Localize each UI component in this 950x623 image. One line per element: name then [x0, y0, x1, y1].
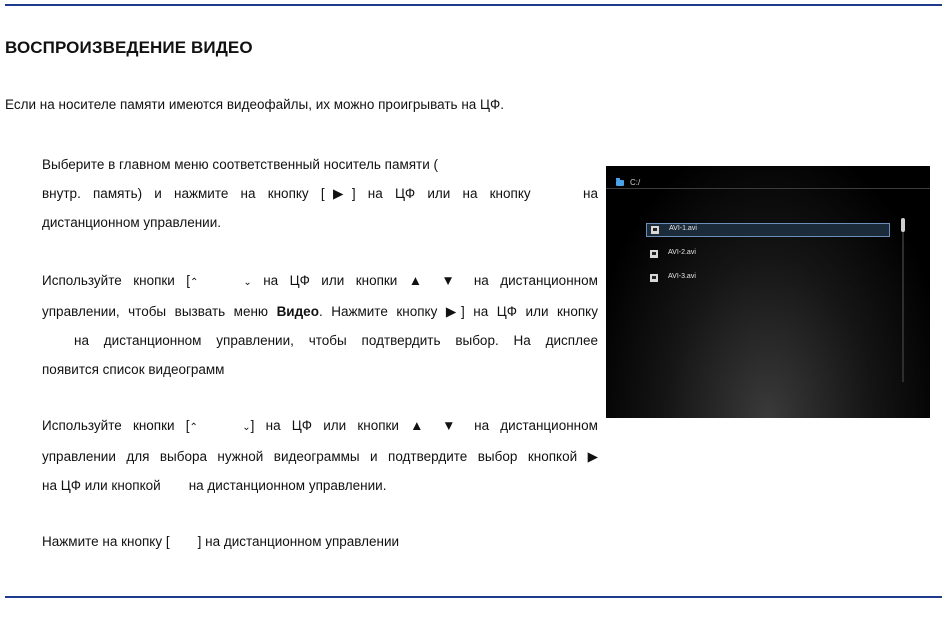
video-file-icon [650, 274, 658, 282]
triangle-down-icon: ▼ [441, 273, 463, 288]
step-2-paragraph [42, 266, 598, 384]
folder-icon [616, 180, 624, 186]
step-2-line-2: управлении, чтобы вызвать меню Видео. Нажмите кнопку ▶] на ЦФ или кнопку [42, 304, 598, 319]
screen-header [606, 166, 930, 189]
step-3-line-3: на ЦФ или кнопкой на дистанционном управлении. [42, 478, 387, 493]
video-file-icon [651, 226, 659, 234]
triangle-down-icon: ▼ [442, 418, 463, 433]
step-1-line-1: Выберите в главном меню соответственный носитель памяти ( [42, 157, 439, 172]
file-name: AVI-3.avi [668, 273, 696, 280]
file-list-item [646, 272, 888, 284]
play-symbol: ▶ [324, 186, 352, 201]
up-arrow-icon: ⌃ [189, 422, 198, 433]
triangle-up-icon: ▲ [408, 273, 430, 288]
up-arrow-icon: ⌃ [190, 277, 199, 288]
step-4-line-1: Нажмите на кнопку [ ] на дистанционном управлении [42, 534, 400, 549]
step-3-line-2: управлении для выбора нужной видеограммы и подтвердите выбор кнопкой ▶ [42, 449, 598, 464]
step-1-line-3: дистанционном управлении. [42, 215, 222, 230]
step-2-line-1: Используйте кнопки [⌃ ⌄ на ЦФ или кнопки ▲ ▼ на дистанционном [42, 273, 598, 288]
scrollbar-track [902, 222, 904, 382]
page-title: ВОСПРОИЗВЕДЕНИЕ ВИДЕО [5, 38, 253, 57]
file-list-item [646, 248, 888, 260]
file-name: AVI-2.avi [668, 249, 696, 256]
step-3-paragraph [42, 411, 598, 500]
step-3-line-1: Используйте кнопки [⌃ ⌄] на ЦФ или кнопки ▲ ▼ на дистанционном [42, 418, 598, 433]
play-symbol: ▶ [587, 449, 598, 464]
scrollbar-thumb [901, 218, 905, 232]
step-4-paragraph [42, 527, 598, 556]
step-2-line-3: на дистанционном управлении, чтобы подтвердить выбор. На дисплее [74, 333, 598, 348]
down-arrow-icon: ⌄ [242, 422, 251, 433]
step-2-line-4: появится список видеограмм [42, 362, 225, 377]
device-screen-image [606, 166, 930, 418]
screen-path: C:/ [630, 178, 641, 187]
step-1-paragraph [42, 150, 598, 237]
file-list-item [646, 223, 890, 237]
bottom-divider [5, 596, 942, 598]
step-1-line-2: внутр. память) и нажмите на кнопку [▶] на ЦФ или на кнопку на [42, 186, 598, 201]
intro-text: Если на носителе памяти имеются видеофайлы, их можно проигрывать на ЦФ. [5, 97, 505, 112]
triangle-up-icon: ▲ [410, 418, 431, 433]
play-symbol: ▶ [445, 304, 462, 319]
top-divider [5, 4, 942, 6]
down-arrow-icon: ⌄ [243, 277, 252, 288]
file-name: AVI-1.avi [669, 225, 697, 232]
video-file-icon [650, 250, 658, 258]
menu-name-video: Видео [276, 304, 319, 319]
